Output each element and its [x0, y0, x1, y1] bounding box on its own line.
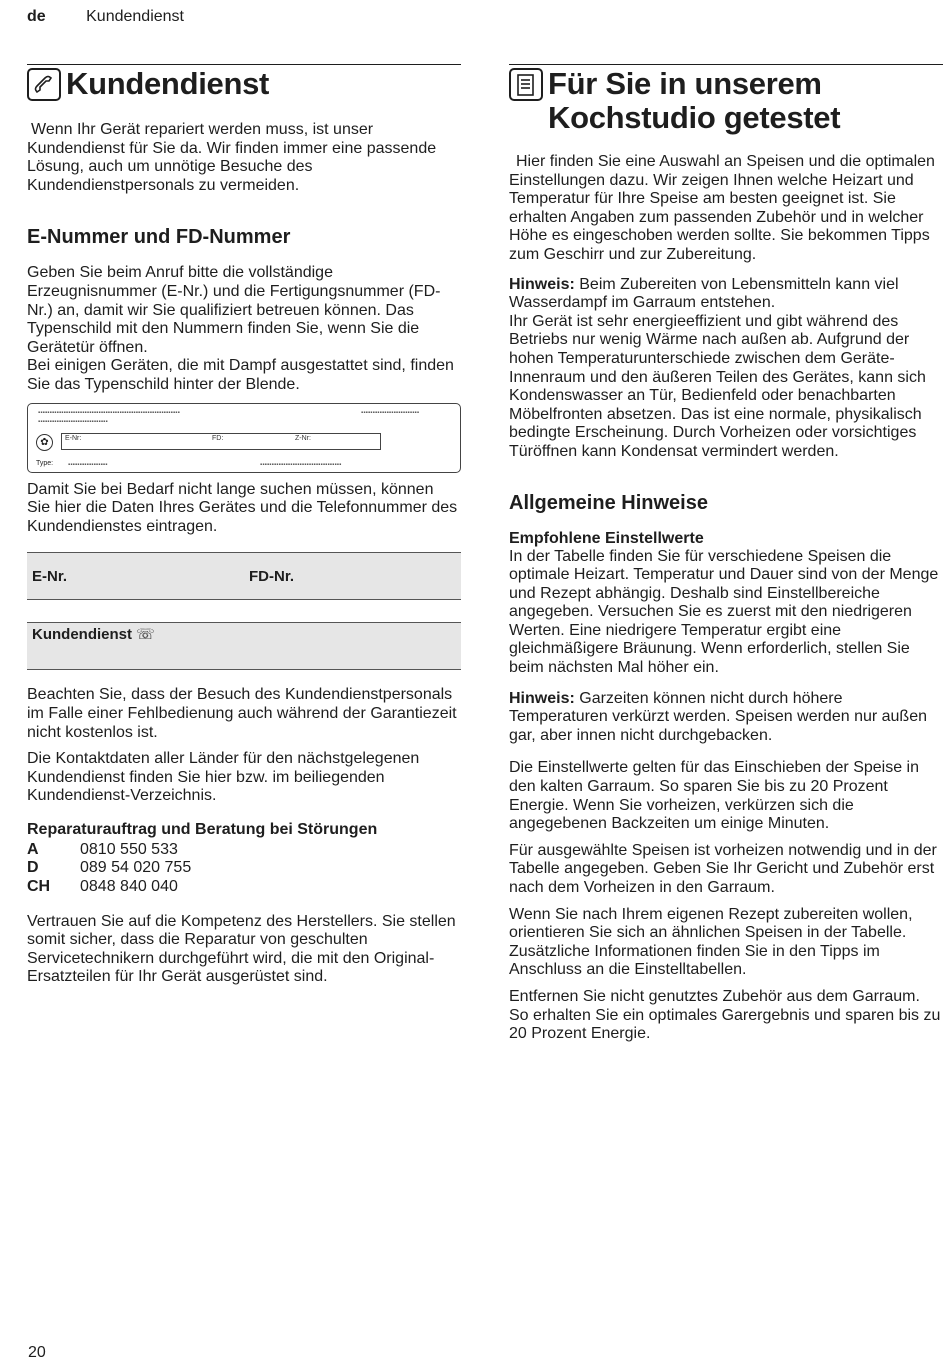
- plate-logo-icon: ✿: [36, 434, 53, 451]
- service-contact-list: [27, 841, 461, 897]
- language-code: de: [27, 8, 46, 25]
- hinweis-1-continued: Ihr Gerät ist sehr energieeffizient und gibt während des Betriebs nur wenig Wärme nach außen ab. Aufgrund der hohen Temperaturunterschiede zwischen dem Geräte-Innenraum und den äußeren Teilen des Gerätes, kann sich Kondenswasser an Tür, Bedienfeld oder benachbarten Möbelfronten absetzen. Das ist eine normale, physikalisch bedingte Erscheinung. Durch Vorheizen oder vorsichtiges Türöffnen kann Kondensat vermindert werden.: [509, 312, 926, 460]
- section-title-kochstudio: Für Sie in unserem Kochstudio getestet: [509, 64, 943, 135]
- plate-pattern: ▪▪▪▪▪▪▪▪▪▪▪▪▪▪▪▪▪▪▪▪▪▪▪▪▪▪▪▪▪▪▪▪▪▪▪▪▪▪▪▪▪▪▪▪▪▪▪▪▪▪▪▪▪▪▪▪▪▪▪▪▪: [38, 409, 180, 416]
- hinweis-label: Hinweis:: [509, 275, 575, 293]
- zubehoer-entfernen-paragraph: Entfernen Sie nicht genutztes Zubehör aus dem Garraum. So erhalten Sie ein optimales Garergebnis und sparen bis zu 20 Prozent Energie.: [509, 987, 941, 1043]
- type-plate-illustration: [27, 403, 461, 473]
- plate-pattern: ▪▪▪▪▪▪▪▪▪▪▪▪▪▪▪▪▪: [68, 461, 108, 468]
- hinweis-2: Hinweis: Garzeiten können nicht durch höhere Temperaturen verkürzt werden. Speisen werden nur außen gar, aber innen nicht durchgebacken.: [509, 689, 927, 744]
- enr-paragraph-2: Bei einigen Geräten, die mit Dampf ausgestattet sind, finden Sie das Typenschild hinter der Blende.: [27, 357, 454, 393]
- einstellwerte-paragraph: Die Einstellwerte gelten für das Einschieben der Speise in den kalten Garraum. So sparen Sie bis zu 20 Prozent Energie. Wenn Sie vorheizen, verkürzen sich die angegebenen Backzeiten um einige Minuten.: [509, 759, 920, 833]
- plate-pattern: ▪▪▪▪▪▪▪▪▪▪▪▪▪▪▪▪▪▪▪▪▪▪▪▪▪: [361, 409, 420, 416]
- hinweis-1: Hinweis: Beim Zubereiten von Lebensmitteln kann viel Wasserdampf im Garraum entstehen.: [509, 275, 899, 312]
- empfohlene-einstellwerte-heading: Empfohlene Einstellwerte: [509, 529, 704, 547]
- intro-text: Wenn Ihr Gerät repariert werden muss, ist unser Kundendienst für Sie da. Wir finden immer eine passende Lösung, auch um unnötige Besuche des Kundendienstpersonals zu vermeiden.: [27, 121, 437, 194]
- plate-number-box: E-Nr: FD: Z-Nr:: [61, 433, 381, 450]
- plate-pattern: ▪▪▪▪▪▪▪▪▪▪▪▪▪▪▪▪▪▪▪▪▪▪▪▪▪▪▪▪▪▪▪▪▪▪▪: [260, 461, 342, 468]
- hinweis-label: Hinweis:: [509, 689, 575, 707]
- kundendienst-field-label: Kundendienst ☏: [32, 626, 155, 644]
- tabelle-paragraph: In der Tabelle finden Sie für verschiedene Speisen die optimale Heizart. Temperatur und Dauer sind von der Menge und Rezept abhängig. Deshalb sind Einstellbereiche angegeben. Versuchen Sie es zuerst mit den niedrigeren Werten. Eine niedrigere Temperatur ergibt eine gleichmäßigere Bräunung. Wenn erforderlich, stellen Sie beim nächsten Mal höher ein.: [509, 547, 939, 677]
- vertrauen-paragraph: Vertrauen Sie auf die Kompetenz des Herstellers. Sie stellen somit sicher, dass die Reparatur von geschulten Servicetechnikern durchgeführt wird, die mit den Original-Ersatzteilen für Ihr Gerät ausgerüstet sind.: [27, 912, 456, 986]
- enr-heading: E-Nummer und FD-Nummer: [27, 226, 291, 249]
- beachten-paragraph: Beachten Sie, dass der Besuch des Kundendienstpersonals im Falle einer Fehlbedienung auch während der Garantiezeit nicht kostenlos ist.: [27, 686, 457, 741]
- fdnr-field-label: FD-Nr.: [249, 568, 294, 586]
- form-row-kundendienst[interactable]: [27, 622, 461, 670]
- plate-pattern: ▪▪▪▪▪▪▪▪▪▪▪▪▪▪▪▪▪▪▪▪▪▪▪▪▪▪▪▪▪▪: [38, 418, 108, 425]
- contact-row: D 089 54 020 755: [27, 859, 192, 877]
- enr-field-label: E-Nr.: [32, 568, 68, 586]
- plate-type-label: Type:: [36, 459, 54, 467]
- service-data-form: [27, 552, 461, 670]
- kontakt-paragraph: Die Kontaktdaten aller Länder für den nächstgelegenen Kundendienst finden Sie hier bzw. im beiliegenden Kundendienst-Verzeichnis.: [27, 750, 420, 805]
- header-section: Kundendienst: [86, 8, 184, 25]
- ausgewaehlte-speisen-paragraph: Für ausgewählte Speisen ist vorheizen notwendig und in der Tabelle angegeben. Geben Sie Ihr Gericht und Zubehör erst nach dem Vorheizen in den Garraum.: [509, 841, 937, 896]
- document-icon: [509, 68, 543, 101]
- enr-paragraph-1: Geben Sie beim Anruf bitte die vollständige Erzeugnisnummer (E-Nr.) und die Fertigungsnummer (FD-Nr.) an, damit wir Sie qualifiziert betreuen können. Das Typenschild mit den Nummern finden Sie, wenn Sie die Gerätetür öffnen.: [27, 264, 441, 356]
- phone-handset-icon: [27, 68, 61, 101]
- kochstudio-intro: Hier finden Sie eine Auswahl an Speisen und die optimalen Einstellungen dazu. Wir zeigen Ihnen welche Heizart und Temperatur für Ihre Speise am besten geeignet ist. Sie erhalten Angaben zum passenden Zubehör und in welcher Höhe es eingeschoben werden sollte. Sie bekommen Tipps zum Geschirr und zur Zubereitung.: [509, 153, 935, 263]
- reparatur-heading: Reparaturauftrag und Beratung bei Störungen: [27, 820, 378, 838]
- allgemeine-hinweise-heading: Allgemeine Hinweise: [509, 491, 708, 514]
- form-row-numbers[interactable]: [27, 552, 461, 600]
- eigenes-rezept-paragraph: Wenn Sie nach Ihrem eigenen Rezept zubereiten wollen, orientieren Sie sich an ähnlichen Speisen in der Tabelle. Zusätzliche Informationen finden Sie in den Tipps im Anschluss an die Einstelltabellen.: [509, 905, 913, 979]
- left-column: [27, 64, 461, 987]
- right-column: [509, 64, 943, 1044]
- page-header: [27, 8, 184, 26]
- section-title-kundendienst: Kundendienst: [27, 64, 461, 101]
- contact-row: CH 0848 840 040: [27, 878, 178, 896]
- page-number: 20: [28, 1344, 46, 1361]
- contact-row: A 0810 550 533: [27, 840, 178, 858]
- enr-paragraph-3: Damit Sie bei Bedarf nicht lange suchen müssen, können Sie hier die Daten Ihres Gerätes und die Telefonnummer des Kundendienstes eintragen.: [27, 480, 458, 535]
